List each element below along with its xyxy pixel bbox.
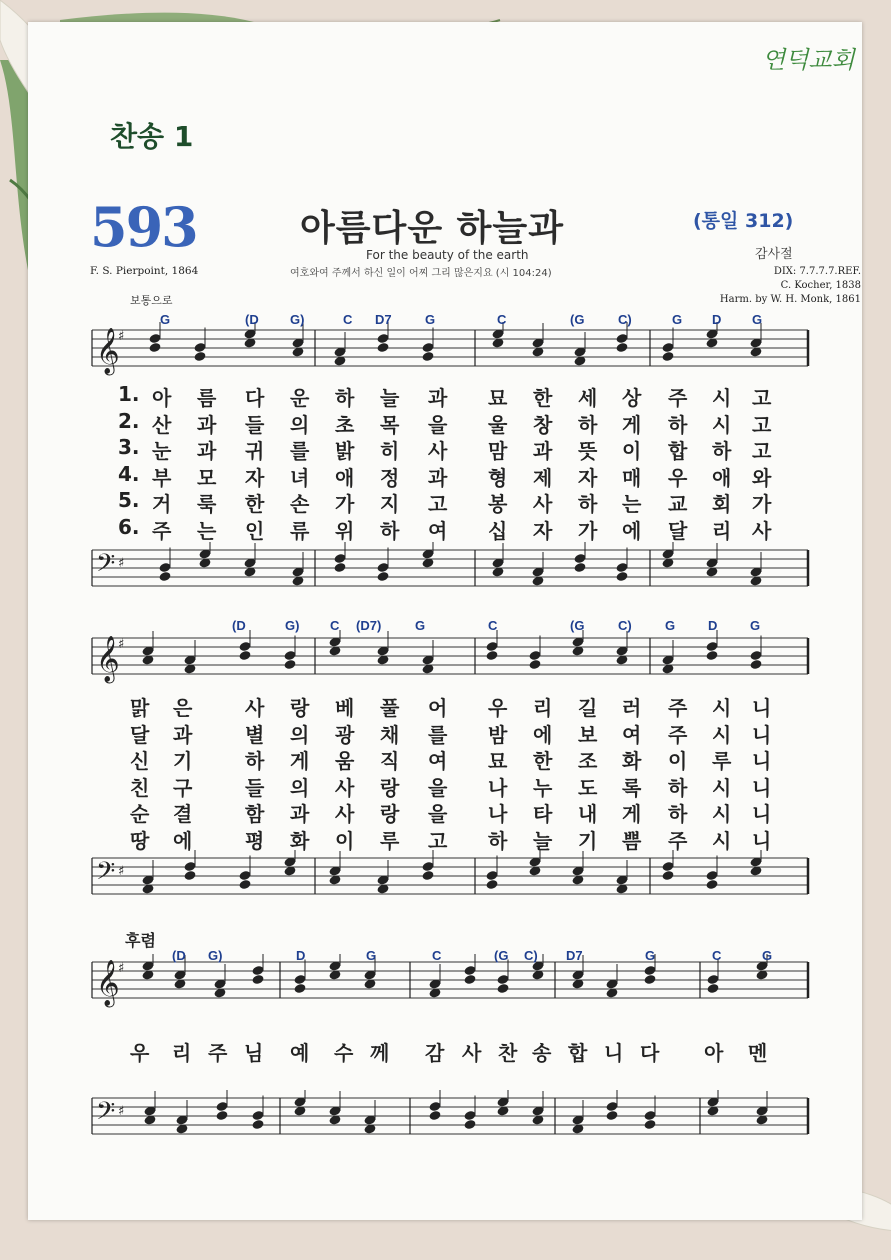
lyric-syllable: 교 — [668, 492, 688, 516]
system-1-chord-2: G) — [290, 312, 305, 327]
lyric-syllable: 눈 — [152, 439, 172, 463]
lyric-syllable: 주 — [208, 1041, 228, 1065]
lyric-syllable: 가 — [752, 492, 772, 516]
lyric-syllable: 산 — [152, 412, 172, 437]
lyric-syllable: 송 — [532, 1041, 552, 1065]
lyric-syllable: 자 — [533, 518, 553, 543]
lyric-syllable: 애 — [712, 465, 732, 490]
meter: DIX: 7.7.7.7.REF. — [773, 266, 861, 277]
lyric-syllable: 세 — [578, 386, 598, 410]
lyric-syllable: 를 — [428, 722, 448, 747]
system-2-treble-staff — [0, 628, 891, 688]
lyric-syllable: 별 — [245, 722, 265, 747]
note-head — [496, 983, 509, 994]
lyric-syllable: 자 — [578, 465, 598, 490]
lyric-syllable: 밝 — [335, 439, 355, 463]
lyric-syllable: 사 — [245, 696, 265, 720]
note-head — [421, 870, 434, 881]
note-head — [376, 571, 389, 582]
lyric-syllable: 묘 — [488, 749, 508, 773]
note-head — [749, 659, 762, 670]
lyric-syllable: 4. — [118, 461, 140, 486]
lyric-syllable: 의 — [290, 412, 310, 437]
lyric-syllable: 나 — [488, 775, 508, 800]
note-head — [463, 1119, 476, 1130]
lyric-syllable: 제 — [533, 465, 553, 490]
system-1-chord-6: C — [497, 312, 507, 327]
note-head — [283, 659, 296, 670]
hymn-category: 감사절 — [755, 247, 793, 262]
lyric-syllable: 도 — [578, 775, 598, 800]
lyric-syllable: 에 — [622, 518, 642, 543]
lyric-syllable: 묘 — [488, 386, 508, 410]
lyric-syllable: 움 — [335, 749, 355, 773]
lyric-syllable: 사 — [462, 1041, 482, 1065]
lyric-syllable: 6. — [118, 514, 140, 539]
lyric-syllable: 한 — [533, 749, 553, 773]
system-3-bass-staff — [0, 1088, 891, 1148]
lyric-syllable: 에 — [533, 722, 553, 747]
hymn-title: 아름다운 하늘과 — [300, 208, 564, 249]
lyric-syllable: 과 — [197, 439, 217, 463]
lyric-syllable: 나 — [488, 802, 508, 826]
lyric-syllable: 내 — [578, 802, 598, 826]
lyric-syllable: 랑 — [380, 802, 400, 826]
system-1-chord-3: C — [343, 312, 353, 327]
lyric-syllable: 십 — [488, 518, 508, 543]
lyric-syllable: 하 — [488, 828, 508, 853]
system-2-chord-4: G — [415, 618, 426, 633]
lyric-syllable: 모 — [197, 465, 217, 490]
lyric-syllable: 니 — [752, 775, 772, 800]
lyric-syllable: 과 — [197, 412, 217, 437]
lyric-syllable: 여 — [622, 722, 642, 747]
lyric-syllable: 형 — [488, 465, 508, 490]
key-signature-sharp-icon: ♯ — [118, 864, 125, 879]
system-2-chord-8: G — [665, 618, 676, 633]
lyric-syllable: 주 — [152, 518, 172, 543]
lyric-syllable: 게 — [622, 412, 642, 437]
section-label: 찬송 1 — [110, 120, 194, 153]
system-1-chord-1: (D — [245, 312, 259, 327]
lyric-syllable: 기 — [173, 749, 193, 773]
treble-clef-icon: 𝄞 — [96, 328, 120, 374]
note-head — [528, 659, 541, 670]
lyric-syllable: 친 — [130, 775, 150, 800]
system-1-chord-4: D7 — [375, 312, 392, 327]
lyric-syllable: 니 — [752, 802, 772, 826]
lyric-syllable: 리 — [172, 1041, 192, 1065]
note-head — [293, 983, 306, 994]
lyric-syllable: 한 — [533, 386, 553, 410]
note-head — [193, 351, 206, 362]
note-head — [615, 342, 628, 353]
system-2-chord-1: G) — [285, 618, 300, 633]
lyric-syllable: 누 — [533, 775, 553, 800]
system-3-treble-staff — [0, 952, 891, 1012]
lyric-syllable: 주 — [668, 696, 688, 720]
lyric-syllable: 니 — [752, 696, 772, 720]
system-2-chord-10: G — [750, 618, 761, 633]
lyric-syllable: 게 — [622, 802, 642, 826]
lyric-syllable: 다 — [640, 1041, 660, 1065]
tempo-marking: 보통으로 — [130, 294, 173, 307]
lyric-syllable: 달 — [668, 518, 688, 543]
lyric-syllable: 시 — [712, 802, 732, 826]
lyric-syllable: 정 — [380, 465, 400, 490]
system-1-bass-staff — [0, 540, 891, 600]
note-head — [605, 1110, 618, 1121]
system-1-chord-5: G — [425, 312, 436, 327]
lyric-syllable: 상 — [622, 386, 642, 410]
lyric-syllable: 는 — [197, 518, 217, 543]
lyric-syllable: 가 — [578, 518, 598, 543]
system-1-chord-10: D — [712, 312, 722, 327]
lyric-syllable: 에 — [173, 828, 193, 853]
lyric-syllable: 우 — [668, 465, 688, 490]
lyric-syllable: 길 — [578, 696, 598, 720]
note-head — [238, 650, 251, 661]
system-2-chord-7: C) — [618, 618, 632, 633]
lyric-syllable: 시 — [712, 386, 732, 410]
system-2-chord-5: C — [488, 618, 498, 633]
lyric-syllable: 거 — [152, 492, 172, 516]
lyric-syllable: 사 — [752, 518, 772, 543]
lyricist: F. S. Pierpoint, 1864 — [90, 265, 199, 277]
note-head — [643, 1119, 656, 1130]
note-head — [705, 879, 718, 890]
lyric-syllable: 고 — [752, 439, 772, 463]
lyric-syllable: 기 — [578, 828, 598, 853]
lyric-syllable: 매 — [622, 465, 642, 490]
note-head — [706, 983, 719, 994]
note-head — [661, 870, 674, 881]
lyric-syllable: 베 — [335, 696, 355, 720]
lyric-syllable: 은 — [173, 696, 193, 720]
note-head — [251, 1119, 264, 1130]
lyric-syllable: 시 — [712, 722, 732, 747]
lyric-syllable: 채 — [380, 722, 400, 747]
lyric-syllable: 광 — [335, 722, 355, 747]
refrain-label: 후렴 — [125, 931, 156, 950]
lyric-syllable: 류 — [290, 518, 310, 543]
lyric-syllable: 시 — [712, 412, 732, 437]
system-3-chord-0: (D — [172, 948, 186, 963]
system-1-treble-staff — [0, 320, 891, 380]
lyric-syllable: 를 — [290, 439, 310, 463]
lyric-syllable: 을 — [428, 775, 448, 800]
lyric-syllable: 풀 — [380, 696, 400, 720]
lyric-syllable: 게 — [290, 749, 310, 773]
lyric-syllable: 인 — [245, 518, 265, 543]
lyric-syllable: 자 — [245, 465, 265, 490]
key-signature-sharp-icon: ♯ — [118, 329, 125, 344]
lyric-syllable: 고 — [752, 386, 772, 410]
lyric-syllable: 하 — [578, 492, 598, 516]
lyric-syllable: 을 — [428, 802, 448, 826]
lyric-syllable: 5. — [118, 488, 140, 512]
lyric-syllable: 하 — [668, 775, 688, 800]
system-1-chord-0: G — [160, 312, 171, 327]
lyric-syllable: 히 — [380, 439, 400, 463]
system-3-chord-5: (G — [494, 948, 509, 963]
system-3-chord-1: G) — [208, 948, 223, 963]
note-head — [333, 562, 346, 573]
lyric-syllable: 손 — [290, 492, 310, 516]
system-1-chord-8: C) — [618, 312, 632, 327]
lyric-syllable: 사 — [335, 802, 355, 826]
lyric-syllable: 조 — [578, 749, 598, 773]
system-2-chord-3: (D7) — [356, 618, 382, 633]
lyric-syllable: 보 — [578, 722, 598, 747]
note-head — [661, 351, 674, 362]
bass-clef-icon: 𝄢 — [96, 549, 116, 584]
lyric-syllable: 한 — [245, 492, 265, 516]
lyric-syllable: 이 — [668, 749, 688, 773]
lyric-syllable: 하 — [578, 412, 598, 437]
lyric-syllable: 신 — [130, 749, 150, 773]
lyric-syllable: 아 — [704, 1041, 724, 1065]
church-logo: 연덕교회 — [762, 46, 855, 74]
system-3-chord-9: C — [712, 948, 722, 963]
lyric-syllable: 니 — [752, 749, 772, 773]
lyric-syllable: 창 — [533, 412, 553, 437]
system-2-chord-2: C — [330, 618, 340, 633]
bass-clef-icon: 𝄢 — [96, 1097, 116, 1132]
lyric-syllable: 땅 — [130, 828, 150, 853]
lyric-syllable: 우 — [130, 1041, 150, 1065]
scripture-reference: 여호와여 주께서 하신 일이 어찌 그리 많은지요 (시 104:24) — [290, 268, 552, 279]
lyric-syllable: 부 — [152, 465, 172, 490]
note-head — [485, 650, 498, 661]
lyric-syllable: 과 — [290, 802, 310, 826]
lyric-syllable: 니 — [604, 1041, 624, 1065]
lyric-syllable: 랑 — [380, 775, 400, 800]
lyric-syllable: 고 — [428, 828, 448, 853]
lyric-syllable: 과 — [428, 386, 448, 410]
system-2-bass-staff — [0, 848, 891, 908]
system-2-chord-9: D — [708, 618, 718, 633]
lyric-syllable: 와 — [752, 465, 772, 490]
lyric-syllable: 평 — [245, 828, 265, 853]
lyric-syllable: 다 — [245, 386, 265, 410]
lyric-syllable: 화 — [290, 828, 310, 853]
lyric-syllable: 사 — [335, 775, 355, 800]
note-head — [463, 974, 476, 985]
lyric-syllable: 맘 — [488, 439, 508, 463]
lyric-syllable: 아 — [152, 386, 172, 410]
lyric-syllable: 타 — [533, 802, 553, 826]
key-signature-sharp-icon: ♯ — [118, 1104, 125, 1119]
lyric-syllable: 목 — [380, 412, 400, 437]
key-signature-sharp-icon: ♯ — [118, 961, 125, 976]
lyric-syllable: 고 — [428, 492, 448, 516]
lyric-syllable: 룩 — [197, 492, 217, 516]
lyric-syllable: 과 — [173, 722, 193, 747]
lyric-syllable: 하 — [245, 749, 265, 773]
lyric-syllable: 니 — [752, 828, 772, 853]
lyric-syllable: 3. — [118, 435, 140, 459]
lyric-syllable: 고 — [752, 412, 772, 437]
system-3-chord-2: D — [296, 948, 306, 963]
lyric-syllable: 사 — [428, 439, 448, 463]
lyric-syllable: 여 — [428, 749, 448, 773]
lyric-syllable: 뜻 — [578, 439, 598, 463]
lyric-syllable: 감 — [425, 1041, 445, 1065]
system-3-chord-3: G — [366, 948, 377, 963]
lyric-syllable: 봉 — [488, 492, 508, 516]
lyric-syllable: 이 — [335, 828, 355, 853]
lyric-syllable: 니 — [752, 722, 772, 747]
note-head — [643, 974, 656, 985]
lyric-syllable: 가 — [335, 492, 355, 516]
harmonizer: Harm. by W. H. Monk, 1861 — [719, 294, 861, 305]
lyric-syllable: 1. — [118, 382, 140, 406]
key-signature-sharp-icon: ♯ — [118, 556, 125, 571]
lyric-syllable: 여 — [428, 518, 448, 543]
lyric-syllable: 찬 — [498, 1041, 518, 1065]
lyric-syllable: 주 — [668, 386, 688, 410]
lyric-syllable: 리 — [533, 696, 553, 720]
note-head — [615, 571, 628, 582]
lyric-syllable: 이 — [622, 439, 642, 463]
bass-clef-icon: 𝄢 — [96, 857, 116, 892]
lyric-syllable: 주 — [668, 828, 688, 853]
lyric-syllable: 하 — [668, 412, 688, 437]
system-1-chord-7: (G — [570, 312, 585, 327]
note-head — [376, 342, 389, 353]
lyric-syllable: 운 — [290, 386, 310, 410]
system-3-chord-7: D7 — [566, 948, 583, 963]
lyric-syllable: 애 — [335, 465, 355, 490]
lyric-syllable: 시 — [712, 775, 732, 800]
lyric-syllable: 름 — [197, 386, 217, 410]
lyric-syllable: 들 — [245, 412, 265, 437]
tongil-number: (통일 312) — [693, 210, 794, 232]
hymn-subtitle: For the beauty of the earth — [366, 248, 529, 262]
lyric-syllable: 하 — [712, 439, 732, 463]
lyric-syllable: 멘 — [748, 1041, 768, 1065]
note-head — [251, 974, 264, 985]
lyric-syllable: 들 — [245, 775, 265, 800]
lyric-syllable: 밤 — [488, 722, 508, 747]
lyric-syllable: 녀 — [290, 465, 310, 490]
lyric-syllable: 맑 — [130, 696, 150, 720]
lyric-syllable: 늘 — [380, 386, 400, 410]
note-head — [485, 879, 498, 890]
composer: C. Kocher, 1838 — [780, 280, 861, 291]
lyric-syllable: 을 — [428, 412, 448, 437]
note-head — [215, 1110, 228, 1121]
lyric-syllable: 화 — [622, 749, 642, 773]
lyric-syllable: 의 — [290, 775, 310, 800]
lyric-syllable: 어 — [428, 696, 448, 720]
key-signature-sharp-icon: ♯ — [118, 637, 125, 652]
treble-clef-icon: 𝄞 — [96, 960, 120, 1006]
lyric-syllable: 울 — [488, 412, 508, 437]
lyric-syllable: 러 — [622, 696, 642, 720]
lyric-syllable: 루 — [380, 828, 400, 853]
lyric-syllable: 리 — [712, 518, 732, 543]
note-head — [148, 342, 161, 353]
lyric-syllable: 달 — [130, 722, 150, 747]
note-head — [421, 351, 434, 362]
lyric-syllable: 님 — [244, 1041, 264, 1065]
note-head — [705, 650, 718, 661]
note-head — [428, 1110, 441, 1121]
lyric-syllable: 하 — [380, 518, 400, 543]
lyric-syllable: 회 — [712, 492, 732, 516]
note-head — [158, 571, 171, 582]
note-head — [238, 879, 251, 890]
lyric-syllable: 늘 — [533, 828, 553, 853]
lyric-syllable: 는 — [622, 492, 642, 516]
lyric-syllable: 위 — [335, 518, 355, 543]
lyric-syllable: 순 — [130, 802, 150, 826]
lyric-syllable: 쁨 — [622, 828, 642, 853]
system-3-chord-4: C — [432, 948, 442, 963]
lyric-syllable: 루 — [712, 749, 732, 773]
lyric-syllable: 시 — [712, 828, 732, 853]
lyric-syllable: 초 — [335, 412, 355, 437]
system-3-chord-8: G — [645, 948, 656, 963]
system-3-chord-6: C) — [524, 948, 538, 963]
lyric-syllable: 하 — [668, 802, 688, 826]
system-3-chord-10: G — [762, 948, 773, 963]
lyric-syllable: 록 — [622, 775, 642, 800]
lyric-syllable: 예 — [290, 1041, 310, 1065]
lyric-syllable: 합 — [668, 439, 688, 463]
lyric-syllable: 의 — [290, 722, 310, 747]
note-head — [573, 562, 586, 573]
lyric-syllable: 우 — [488, 696, 508, 720]
lyric-syllable: 결 — [173, 802, 193, 826]
lyric-syllable: 랑 — [290, 696, 310, 720]
lyric-syllable: 구 — [173, 775, 193, 800]
lyric-syllable: 귀 — [245, 439, 265, 463]
lyric-syllable: 수 — [334, 1041, 354, 1065]
lyric-syllable: 지 — [380, 492, 400, 516]
lyric-syllable: 과 — [533, 439, 553, 463]
system-1-chord-9: G — [672, 312, 683, 327]
lyric-syllable: 과 — [428, 465, 448, 490]
lyric-syllable: 께 — [370, 1041, 390, 1065]
system-1-chord-11: G — [752, 312, 763, 327]
hymn-number: 593 — [90, 195, 197, 259]
note-head — [183, 870, 196, 881]
treble-clef-icon: 𝄞 — [96, 636, 120, 682]
lyric-syllable: 직 — [380, 749, 400, 773]
system-2-chord-0: (D — [232, 618, 246, 633]
lyric-syllable: 합 — [568, 1041, 588, 1065]
lyric-syllable: 하 — [335, 386, 355, 410]
lyric-syllable: 2. — [118, 408, 140, 433]
lyric-syllable: 주 — [668, 722, 688, 747]
system-2-chord-6: (G — [570, 618, 585, 633]
lyric-syllable: 시 — [712, 696, 732, 720]
lyric-syllable: 사 — [533, 492, 553, 516]
lyric-syllable: 함 — [245, 802, 265, 826]
